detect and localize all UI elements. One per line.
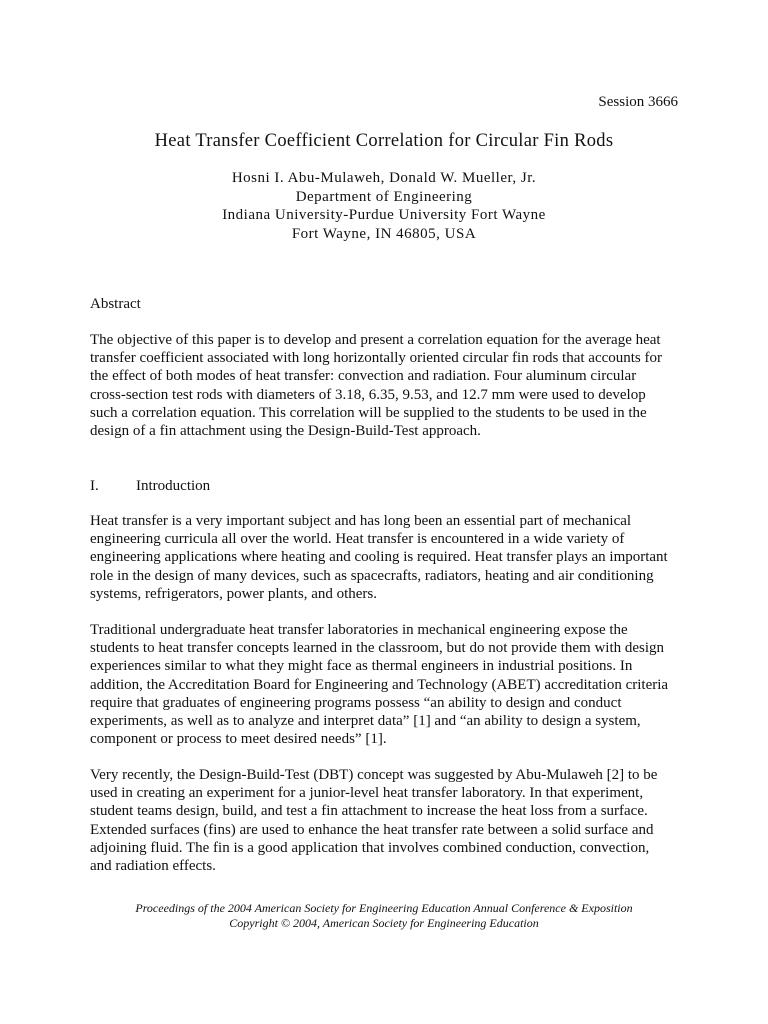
text-line: transfer coefficient associated with long horizontally oriented circular fin rods that accounts for [90, 350, 663, 367]
author-block [0, 169, 768, 244]
copyright-note: Copyright © 2004, American Society for Engineering Education [229, 916, 539, 930]
text-line: such a correlation equation. This correlation will be supplied to the students to be used in the [90, 404, 647, 421]
session-number: Session 3666 [598, 94, 678, 110]
section-heading-introduction [90, 477, 210, 495]
text-line: Extended surfaces (fins) are used to enhance the heat transfer rate between a solid surface and [90, 821, 654, 838]
text-line: cross-section test rods with diameters of 3.18, 6.35, 9.53, and 12.7 mm were used to develop [90, 386, 646, 403]
text-line: used in creating an experiment for a junior-level heat transfer laboratory. In that experiment, [90, 785, 644, 802]
text-line: role in the design of many devices, such as spacecrafts, radiators, heating and air conditioning [90, 567, 654, 584]
text-line: and radiation effects. [90, 858, 216, 875]
text-line: the effect of both modes of heat transfer: convection and radiation. Four aluminum circular [90, 368, 637, 385]
text-line: students to heat transfer concepts learned in the classroom, but do not provide them with design [90, 640, 665, 657]
section-number: I. [90, 478, 99, 494]
text-line: component or process to meet desired needs” [1]. [90, 731, 387, 748]
text-line: addition, the Accreditation Board for Engineering and Technology (ABET) accreditation criteria [90, 676, 669, 693]
text-line: student teams design, build, and test a fin attachment to increase the heat loss from a surface. [90, 803, 648, 820]
proceedings-note: Proceedings of the 2004 American Society for Engineering Education Annual Conference & Exposition [135, 901, 633, 915]
page-footer [0, 901, 768, 931]
paper-title: Heat Transfer Coefficient Correlation for Circular Fin Rods [154, 131, 614, 151]
abstract-heading: Abstract [90, 296, 141, 312]
author-department: Department of Engineering [295, 188, 473, 205]
text-line: Heat transfer is a very important subject and has long been an essential part of mechanical [90, 513, 632, 529]
author-university: Indiana University-Purdue University Fort Wayne [222, 207, 546, 224]
text-line: The objective of this paper is to develop and present a correlation equation for the average heat [90, 332, 661, 348]
section-title: Introduction [136, 478, 211, 494]
abstract-paragraph [90, 331, 710, 440]
text-line: engineering applications where heating and cooling is required. Heat transfer plays an important [90, 549, 668, 566]
body-paragraph [90, 621, 710, 748]
author-address: Fort Wayne, IN 46805, USA [291, 226, 477, 243]
text-line: adjoining fluid. The fin is a good application that involves combined conduction, convection, [90, 839, 650, 856]
body-paragraph [90, 512, 710, 603]
body-paragraph [90, 766, 710, 875]
text-line: systems, refrigerators, power plants, and others. [90, 585, 378, 602]
text-line: engineering curricula all over the world. Heat transfer is encountered in a wide variety of [90, 531, 625, 548]
author-names: Hosni I. Abu-Mulaweh, Donald W. Mueller, Jr. [231, 170, 537, 186]
text-line: require that graduates of engineering programs possess “an ability to design and conduct [90, 694, 622, 711]
text-line: Traditional undergraduate heat transfer laboratories in mechanical engineering expose the [90, 622, 628, 638]
text-line: design of a fin attachment using the Design-Build-Test approach. [90, 423, 481, 440]
text-line: experiences similar to what they might face as thermal engineers in industrial positions. In [90, 658, 633, 675]
text-line: experiments, as well as to analyze and interpret data” [1] and “an ability to design a system, [90, 713, 641, 730]
text-line: Very recently, the Design-Build-Test (DBT) concept was suggested by Abu-Mulaweh [2] to be [90, 767, 658, 783]
